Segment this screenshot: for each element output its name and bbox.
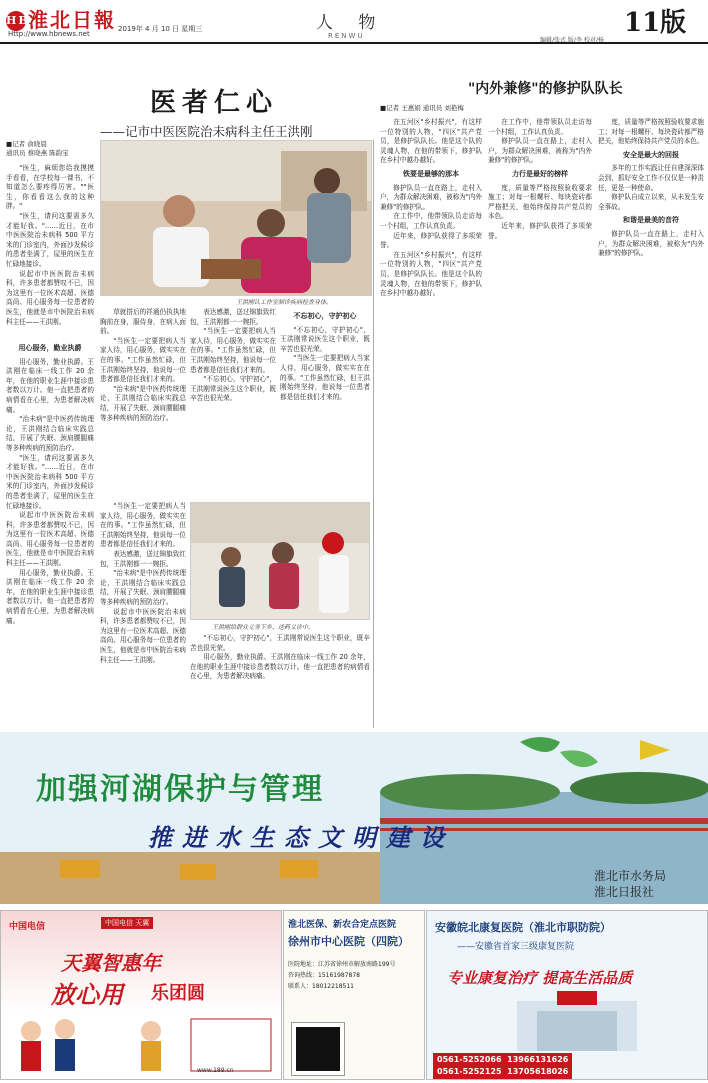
section-pinyin: RENWU [328, 32, 365, 40]
paragraph: "当医生一定要把病人当家人待，用心服务，做实实在在的事。"工作虽然忙碌，但王洪刚始终坚持，他说每一位患者都是信任我们才来的。 [190, 327, 276, 374]
paragraph: 草就搭后的祥通仍执执地胸前在身，服侍身，在病人面前。 [100, 308, 186, 336]
wanbei-rehab-hospital-ad [426, 910, 708, 1080]
telecom-slogan-line1: 天翼智惠年 [61, 951, 161, 975]
qr-code-icon[interactable] [292, 1023, 344, 1075]
paragraph: "不忘初心，守护初心"，王洪刚常说医生这个职业，既辛苦也很光荣。 [280, 325, 370, 353]
paragraph: 表达感激，送过锦旗致红包，王洪刚都一一婉拒。 [190, 308, 276, 326]
paragraph: "治未病"是中医药传统理论，王洪刚结合临床实践总结，开展了失眠、颈肩腰腿痛等多种疾病的预防治疗。 [6, 415, 94, 452]
family-illustration [1, 1009, 282, 1079]
right-subhead-4: 和谐是最美的音符 [623, 216, 679, 225]
hospital1-headline: 淮北医保、新农合定点医院 [288, 920, 397, 930]
paragraph: 说起市中医医院治未病科，许多患者都赞叹不已，因为这里有一位医术高超、医德高尚、用心服务每一位患者的医生，他就是市中医院治未病科主任——王洪刚。 [6, 269, 94, 326]
village-photo-illustration [191, 503, 370, 620]
newspaper-logo [6, 4, 116, 33]
hospital-building-illustration [427, 991, 708, 1061]
editor-credit: 编辑/张式 版/李 校对/杨 [540, 37, 604, 44]
right-column-2 [488, 118, 592, 730]
column-divider [373, 140, 374, 728]
paragraph: 用心服务，勤业执爵。王洪刚在临床一线工作 20 余年，在他的职业生涯中接诊患者数以万计。他一直把患者的病情看在心里，为患者解决病痛。 [6, 357, 94, 414]
paragraph: 度，质量等严格按照验收要求施工；对每一根螺杆、每块瓷砖都严格把关，他始终保持共产党员的本色。 [598, 118, 704, 146]
logo-text: 淮北日報 [28, 8, 116, 32]
paragraph: 说起市中医医院治未病科，许多患者都赞叹不已，因为这里有一位医术高超、医德高尚、用心服务每一位患者的医生，他就是市中医院治未病科主任——王洪刚。 [100, 607, 186, 664]
right-column-3 [598, 118, 704, 730]
masthead [0, 0, 708, 44]
hospital1-contact-person[interactable]: 联系人：18012218511 [288, 983, 354, 990]
paragraph: 度，质量等严格按照验收要求施工；对每一根螺杆、每块瓷砖都严格把关，他始终保持共产党员的本色。 [488, 183, 592, 221]
paragraph: 在五河区"乡村振兴"，有这样一位特别的人物，"四区"共产党员，是修护队队长。他是这个队的灵魂人物，在他的带领下，修护队在乡村中越办越好。 [380, 250, 482, 298]
village-clinic-photo [190, 502, 370, 620]
hospital2-phone-2[interactable]: 13966131626 [507, 1055, 569, 1064]
section-name: 人 物 [316, 13, 386, 33]
right-subhead-3: 安全是最大的回报 [623, 150, 679, 159]
paragraph: "治未病"是中医药传统理论，王洪刚结合临床实践总结，开展了失眠、颈肩腰腿痛等多种疾病的预防治疗。 [100, 569, 186, 606]
paragraph: "当医生一定要把病人当家人待，用心服务，做实实在在的事。"工作虽然忙碌，但王洪刚始终坚持，他说每一位患者都是信任我们才来的。 [100, 336, 186, 384]
doctor-photo-illustration [101, 141, 372, 296]
paragraph: "不忘初心，守护初心"，王洪刚常说医生这个职业，既辛苦也很光荣。 [190, 634, 370, 652]
ad-tagline: 推进水生态文明建设 [148, 823, 454, 852]
byline-correspondent: 通讯员 蔡晓燕 陈韵宝 [6, 149, 69, 157]
hospital2-phones[interactable] [433, 1053, 572, 1079]
paragraph: 近年来，修护队获得了多项荣誉。 [380, 231, 482, 250]
sponsor-newspaper: 淮北日报社 [594, 885, 655, 899]
telecom-slogan-line2: 放心用 [51, 980, 123, 1009]
right-title: "内外兼修"的修护队队长 [468, 81, 623, 97]
hospital2-phone-3[interactable]: 0561-5252125 [437, 1067, 502, 1076]
paragraph: 用心服务，勤业执爵。王洪刚在临床一线工作 20 余年，在他的职业生涯中接诊患者数以万计。他一直把患者的病情看在心里，为患者解决病痛。 [6, 568, 94, 625]
lead-title: 医者仁心 [150, 88, 279, 118]
hospital1-address: 医院地址：江苏省徐州市解放南路199号 [288, 961, 396, 968]
lead-subtitle: ——记市中医医院治未病科主任王洪刚 [100, 124, 313, 139]
paragraph: 修护队员一直在路上，走村入户，为群众解决困难，被称为"内外兼修"的修护队。 [380, 183, 482, 211]
lead-column-3 [190, 308, 276, 498]
hospital1-name: 徐州市中心医院（四院） [288, 935, 409, 948]
lead-column-6 [190, 634, 370, 730]
paragraph: 表达感激，送过锦旗致红包，王洪刚都一一婉拒。 [100, 549, 186, 568]
paragraph: "不忘初心，守护初心"，王洪刚常说医生这个职业，既辛苦也很光荣。 [190, 375, 276, 403]
hospital1-contact [288, 959, 422, 992]
right-subhead-1: 铁要是最够的那本 [403, 169, 459, 178]
ad-headline: 加强河湖保护与管理 [36, 772, 324, 807]
lead-subhead-2: 不忘初心，守护初心 [293, 312, 357, 320]
paragraph: "医生，请问这要需多久才能好我。"……近日，在市中医医院治未病科 500 平方米的门诊室内，外面沙发候诊的患者坐满了，屋里的医生在忙碌地接诊。 [6, 211, 94, 268]
lead-column-1 [6, 164, 94, 336]
right-byline: ■记者 王惠娟 通讯员 刘艳梅 [380, 104, 464, 112]
ad-sponsors [594, 868, 666, 900]
logo-mark: HB [6, 11, 26, 31]
paragraph: "当医生一定要把病人当家人待，用心服务，做实实在在的事。"工作虽然忙碌，但王洪刚始终坚持，他说每一位患者都是信任我们才来的。 [100, 502, 186, 549]
hospital2-subtitle: ——安徽省首家三级康复医院 [457, 942, 575, 952]
paragraph: 在五河区"乡村振兴"，有这样一位特别的人物，"四区"共产党员，是修护队队长。他是这个队的灵魂人物，在他的带领下，修护队在乡村中越办越好。 [380, 118, 482, 165]
issue-date: 2019年 4 月 10 日 星期三 [118, 25, 203, 33]
paragraph: 用心服务，勤业执爵。王洪刚在临床一线工作 20 余年，在他的职业生涯中接诊患者数以万计。他一直把患者的病情看在心里，为患者解决病痛。 [190, 653, 370, 681]
sponsor-water-bureau: 淮北市水务局 [594, 869, 667, 883]
right-column-1 [380, 118, 482, 730]
paragraph: 修护队自成立以来，从未发生安全事故。 [598, 193, 704, 211]
photo2-caption: 王洪刚给群众义务下乡、送药义诊中。 [212, 624, 315, 631]
paragraph: 说起市中医医院治未病科，许多患者都赞叹不已，因为这里有一位医术高超、医德高尚、用心服务每一位患者的医生，他就是市中医院治未病科主任——王洪刚。 [6, 511, 94, 568]
lead-column-1b [6, 340, 94, 730]
telecom-logo: 中国电信 [9, 922, 46, 932]
paragraph: 修护队员一直在路上，走村入户，为群众解决困难，被称为"内外兼修"的修护队。 [598, 229, 704, 258]
telecom-ad [0, 910, 282, 1080]
telecom-slogan-line3: 乐团圆 [151, 983, 205, 1004]
telecom-badge: 中国电信 天翼 [101, 917, 153, 929]
hospital2-name: 安徽皖北康复医院（淮北市职防院） [435, 921, 611, 934]
paragraph: 在工作中，他带领队员走访每一个村组，工作认真负责。 [380, 212, 482, 230]
lead-byline [6, 140, 94, 158]
lead-column-2 [100, 308, 186, 498]
lead-column-5 [100, 502, 186, 730]
paragraph: 修护队员一直在路上，走村入户，为群众解决困难，被称为"内外兼修"的修护队。 [488, 137, 592, 165]
paragraph: "医生，请问这要需多久才能好我。"……近日，在市中医医院治未病科 500 平方米的门诊室内，外面沙发候诊的患者坐满了，屋里的医生在忙碌地接诊。 [6, 453, 94, 510]
paragraph: "当医生一定要把病人当家人待，用心服务，做实实在在的事。"工作虽然忙碌，但王洪刚始终坚持，他说每一位患者都是信任我们才来的。 [280, 354, 370, 401]
page-number: 11版 [624, 8, 687, 38]
hospital2-phone-1[interactable]: 0561-5252066 [437, 1055, 502, 1064]
lead-column-4 [280, 308, 370, 498]
photo1-caption: 王洪刚认工作室制诊疾病检查身体。 [236, 299, 333, 306]
xuzhou-hospital-ad [283, 910, 425, 1080]
paragraph: 多年的工作实践让任自建深深体会到，抓好安全工作不仅仅是一种责任，更是一种使命。 [598, 164, 704, 192]
right-subhead-2: 力行是最好的榜样 [512, 169, 568, 178]
paragraph: 在工作中，他带领队员走访每一个村组，工作认真负责。 [488, 118, 592, 136]
byline-reporter: ■记者 俞晓晨 [6, 140, 47, 148]
telecom-website[interactable]: www.189.cn [197, 1067, 234, 1074]
doctor-photo [100, 140, 372, 296]
hospital1-hotline[interactable]: 咨询热线：15161987878 [288, 972, 360, 979]
lead-subhead-1: 用心服务，勤业执爵 [18, 344, 82, 352]
hospital2-slogan: 专业康复治疗 提高生活品质 [447, 969, 633, 987]
paragraph: 近年来，修护队获得了多项荣誉。 [488, 221, 592, 240]
paragraph: "治未病"是中医药传统理论，王洪刚结合临床实践总结，开展了失眠、颈肩腰腿痛等多种疾病的预防治疗。 [100, 384, 186, 422]
hospital2-phone-4[interactable]: 13705618026 [507, 1067, 569, 1076]
water-protection-ad [0, 732, 708, 904]
site-url[interactable]: Http://www.hbnews.net [8, 30, 90, 38]
paragraph: "医生，麻烦您给我摸摸手看看，在学校每一课书，不知道怎么要疼得厉害。""医生，你看看这么我的这种胖。" [6, 164, 94, 211]
